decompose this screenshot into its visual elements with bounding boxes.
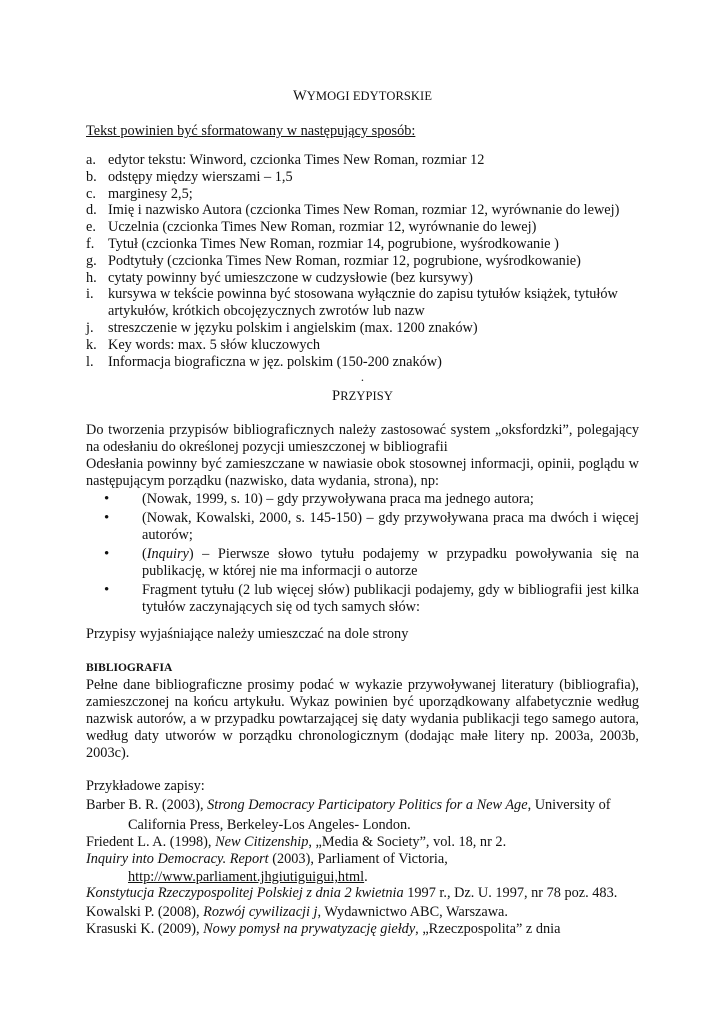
- list-item: g. Podtytuły (czcionka Times New Roman, rozmiar 12, pogrubione, wyśrodkowanie): [86, 252, 581, 269]
- url-link[interactable]: http://www.parliament.jhgiutiguigui,html: [128, 869, 365, 885]
- intro-text: Tekst powinien być sformatowany w następujący sposób:: [86, 123, 416, 139]
- bibliography-entry-krasuski: Krasuski K. (2009), Nowy pomysł na prywatyzację giełdy, „Rzeczpospolita” z dnia: [86, 921, 561, 937]
- list-item: f. Tytuł (czcionka Times New Roman, rozmiar 14, pogrubione, wyśrodkowanie ): [86, 235, 559, 252]
- list-item: k. Key words: max. 5 słów kluczowych: [86, 336, 321, 353]
- list-item: c. marginesy 2,5;: [86, 185, 193, 202]
- list-item: d. Imię i nazwisko Autora (czcionka Times New Roman, rozmiar 12, wyrównanie do lewej): [86, 202, 620, 219]
- bibliography-heading: BIBLIOGRAFIA: [86, 662, 173, 674]
- citation-examples-list: [86, 491, 639, 618]
- list-item: • (Nowak, 1999, s. 10) – gdy przywoływana praca ma jednego autora;: [104, 491, 534, 507]
- footnotes-note: Przypisy wyjaśniające należy umieszczać na dole strony: [86, 626, 409, 642]
- list-item: i. kursywa w tekście powinna być stosowana wyłącznie do zapisu tytułów książek, tytułów artykułów, krótkich obcojęzycznych zwrotów lub nazw: [86, 286, 618, 320]
- bullet-icon: •: [104, 582, 110, 598]
- requirements-list: [86, 152, 646, 370]
- footnotes-paragraph-2: Odesłania powinny być zamieszczane w nawiasie obok stosownej informacji, opinii, poglądu w następującym porządku (nazwisko, data wydania, strona), np:: [86, 456, 639, 489]
- stray-dot: .: [360, 370, 365, 384]
- list-item: a. edytor tekstu: Winword, czcionka Times New Roman, rozmiar 12: [86, 152, 485, 168]
- list-item: b. odstępy między wierszami – 1,5: [86, 168, 293, 185]
- list-item: l. Informacja biograficzna w jęz. polskim (150-200 znaków): [86, 353, 442, 370]
- bullet-icon: •: [104, 510, 110, 526]
- list-item: e. Uczelnia (czcionka Times New Roman, rozmiar 12, wyrównanie do lewej): [86, 219, 537, 236]
- page-title: WYMOGI EDYTORSKIE: [292, 88, 433, 104]
- list-item: h. cytaty powinny być umieszczone w cudzysłowie (bez kursywy): [86, 269, 473, 286]
- footnotes-heading: PRZYPISY: [332, 388, 393, 404]
- list-item: j. streszczenie w języku polskim i angielskim (max. 1200 znaków): [86, 319, 478, 336]
- bibliography-entry-kowalski: Kowalski P. (2008), Rozwój cywilizacji j, Wydawnictwo ABC, Warszawa.: [86, 904, 508, 920]
- bibliography-paragraph: Pełne dane bibliograficzne prosimy podać w wykazie przywoływanej literatury (bibliografia), zamieszczonej na końcu artykułu. Wykaz powinien być uporządkowany alfabetycznie według nazwisk autorów, a w przypadku powtarzającej się daty wydania publikacji tego samego autora, według daty utworów w porządku chronologicznym (dodając małe litery np. 2003a, 2003b, 2003c).: [86, 677, 639, 761]
- bullet-icon: •: [104, 546, 110, 562]
- bullet-icon: •: [104, 491, 110, 507]
- list-item: • Fragment tytułu (2 lub więcej słów) publikacji podajemy, gdy w bibliografii jest kilka tytułów zaczynających się od tych samych słów:: [104, 582, 639, 615]
- list-item: • (Inquiry) – Pierwsze słowo tytułu podajemy w przypadku powoływania się na publikację, w której nie ma informacji o autorze: [104, 546, 639, 579]
- bibliography-entry-barber: Barber B. R. (2003), Strong Democracy Participatory Politics for a New Age, University of California Press, Berkeley-Los Angeles- London.: [86, 797, 611, 833]
- bibliography-entry-inquiry: Inquiry into Democracy. Report (2003), Parliament of Victoria, http://www.parliament.jhgiutiguigui,html.: [86, 851, 448, 885]
- examples-label: Przykładowe zapisy:: [86, 778, 205, 794]
- footnotes-paragraph: Do tworzenia przypisów bibliograficznych należy zastosować system „oksfordzki”, polegający na odesłaniu do określonej pozycji umieszczonej w bibliografii: [86, 422, 639, 455]
- bibliography-entry-konstytucja: Konstytucja Rzeczypospolitej Polskiej z dnia 2 kwietnia 1997 r., Dz. U. 1997, nr 78 poz. 483.: [86, 885, 618, 901]
- bibliography-entry-friedent: Friedent L. A. (1998), New Citizenship, „Media & Society”, vol. 18, nr 2.: [86, 834, 507, 850]
- list-item: • (Nowak, Kowalski, 2000, s. 145-150) – gdy przywoływana praca ma dwóch i więcej autorów;: [104, 510, 639, 543]
